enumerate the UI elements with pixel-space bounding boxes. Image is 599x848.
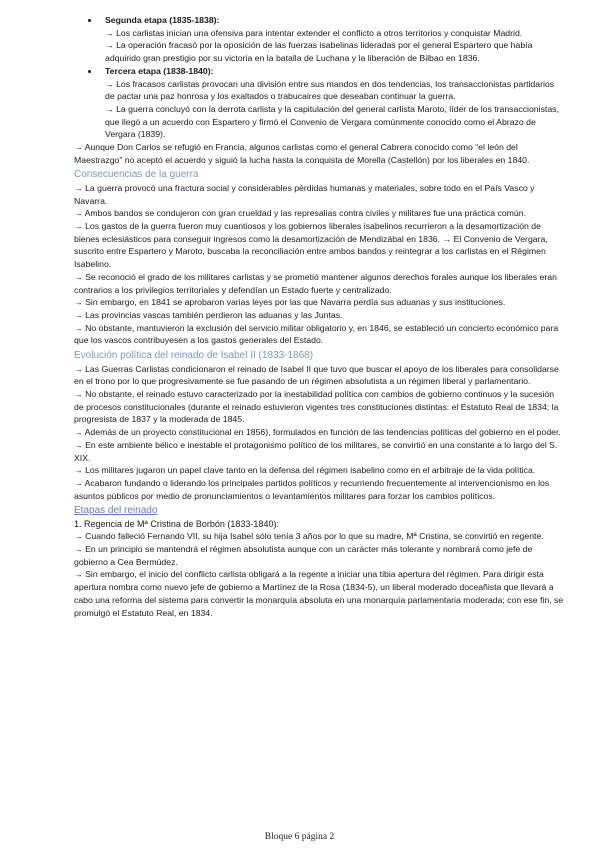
evolution-item: → Acabaron fundando o liderando los principales partidos políticos y recurriendo frecuentemente al intervencionismo en los asuntos públicos por medio de pronunciamientos o levantamientos militares para forzar los cambios políticos. [74,477,550,501]
consequences-item: → Las provincias vascas también perdieron las aduanas y las Juntas. [74,309,343,320]
page-footer: Bloque 6 página 2 [264,832,335,842]
consequences-item: → La guerra provocó una fractura social y considerables pérdidas humanas y materiales, sobre todo en el País Vasco y Navarra. [74,182,535,206]
regency-subheading: 1. Regencia de Mª Cristina de Borbón (1833-1840): [74,518,279,529]
evolution-item: → Las Guerras Carlistas condicionaron el reinado de Isabel II que tuvo que buscar el apoyo de los liberales para consolidarse en el trono por lo que progresivamente se fue pasando de un régimen absolutista a un régimen liberal y parlamentario. [74,363,559,387]
stage3-paragraph-2: → La guerra concluyó con la derrota carlista y la capitulación del general carlista Maroto, líder de los transaccionistas, que llegó a un acuerdo con Espartero y firmó el Convenio de Vergara comúnmente conocido como el Abrazo de Vergara (1839). [105,103,559,140]
consequences-heading: Consecuencias de la guerra [74,169,199,181]
stage3-title: Tercera etapa (1838-1840): [105,65,214,76]
consequences-item: → Los gastos de la guerra fueron muy cuantiosos y los gobiernos liberales isabelinos recurrieron a la desamortización de bienes eclesiásticos para conseguir ingresos como la desamortización de Mendizábal en 1836. → El Convenio de Vergara, suscrito entre Espartero y Maroto, buscaba la reconciliación entre ambos bandos y reintegrar a los carlistas en el Régimen Isabelino. [74,221,548,270]
stage2-block [74,14,564,65]
stage2-paragraph-1: → Los carlistas inician una ofensiva para intentar extender el conflicto a otros territorios y conquistar Madrid. [105,27,523,38]
reign-stages-item: → En un principio se mantendrá el régimen absolutista aunque con un carácter más tolerante y nombrará como jefe de gobierno a Cea Bermúdez. [74,544,533,567]
consequences-item: → Se reconoció el grado de los militares carlistas y se prometió mantener algunos derechos forales aunque los liberales eran contrarios a los privilegios territoriales y defendían un Estado fuerte y centralizado. [74,271,557,295]
bullet-dot-icon [88,70,91,73]
consequences-item: → Sin embargo, en 1841 se aprobaron varias leyes por las que Navarra perdía sus aduanas y sus instituciones. [74,297,506,308]
stage2-paragraph-2: → La operación fracasó por la oposición de las fuerzas isabelinas lideradas por el general Espartero que había adquirido gran prestigio por su victoria en la batalla de Luchana y la liberación de Bilbao en 1836. [105,40,533,64]
after-stage-paragraph: → Aunque Don Carlos se refugió en Francia, algunos carlistas como el general Cabrera conocido como “el león del Maestrazgo” no aceptó el acuerdo y siguió la lucha hasta la conquista de Morella (Castellón) por los liberales en 1840. [74,142,530,165]
consequences-item: → Ambos bandos se condujeron con gran crueldad y las represalias contra civiles y militares fue una práctica común. [74,208,526,219]
bullet-dot-icon [88,19,91,22]
stage3-block [74,65,564,141]
evolution-heading: Evolución política del reinado de Isabel II (1833-1868) [74,350,314,362]
evolution-item: → Los militares jugaron un papel clave tanto en la defensa del régimen isabelino como en el arbitraje de la vida política. [74,465,536,476]
evolution-item: → En este ambiente bélico e inestable el protagonismo político de los militares, se convirtió en una constante a lo largo del S. XIX. [74,439,558,463]
document-page [74,14,564,619]
stage3-paragraph-1: → Los fracasos carlistas provocan una división entre sus mandos en dos tendencias, los transaccionistas partidarios de pactar una paz honrosa y los exaltados o trabucaires que deseaban continuar la guerra. [105,78,555,102]
reign-stages-item: → Sin embargo, el inicio del conflicto carlista obligará a la regente a iniciar una tibia apertura del régimen. Para dirigir esta apertura nombra como nuevo jefe de gobierno a Martínez de la Rosa (1834-5), un liberal moderado doceañista que llevará a cabo una reforma del sistema para convertir la monarquía absoluta en una monarquía parlamentaria moderada; con ese fin, se promulgó el Estatuto Real, en 1834. [74,569,564,618]
evolution-item: → No obstante, el reinado estuvo caracterizado por la inestabilidad política con cambios de gobierno continuos y la sucesión de procesos constitucionales (durante el reinado estuvieron vigentes tres constituciones distintas: el Estatuto Real de 1834; la progresista de 1837 y la moderada de 1845. [74,388,559,425]
consequences-item: → No obstante, mantuvieron la exclusión del servicio militar obligatorio y, en 1846, se estableció un concierto económico para que los vascos contribuyesen a los gastos generales del Estado. [74,322,559,346]
stage2-title: Segunda etapa (1835-1838): [105,15,220,25]
reign-stages-heading: Etapas del reinado [74,505,158,517]
reign-stages-item: → Cuando falleció Fernando VII, su hija Isabel sólo tenía 3 años por lo que su madre, Mª Cristina, se convirtió en regente. [74,531,544,542]
evolution-item: → Además de un proyecto constitucional en 1856), formulados en función de las tendencias políticas del gobierno en el poder. [74,427,561,438]
